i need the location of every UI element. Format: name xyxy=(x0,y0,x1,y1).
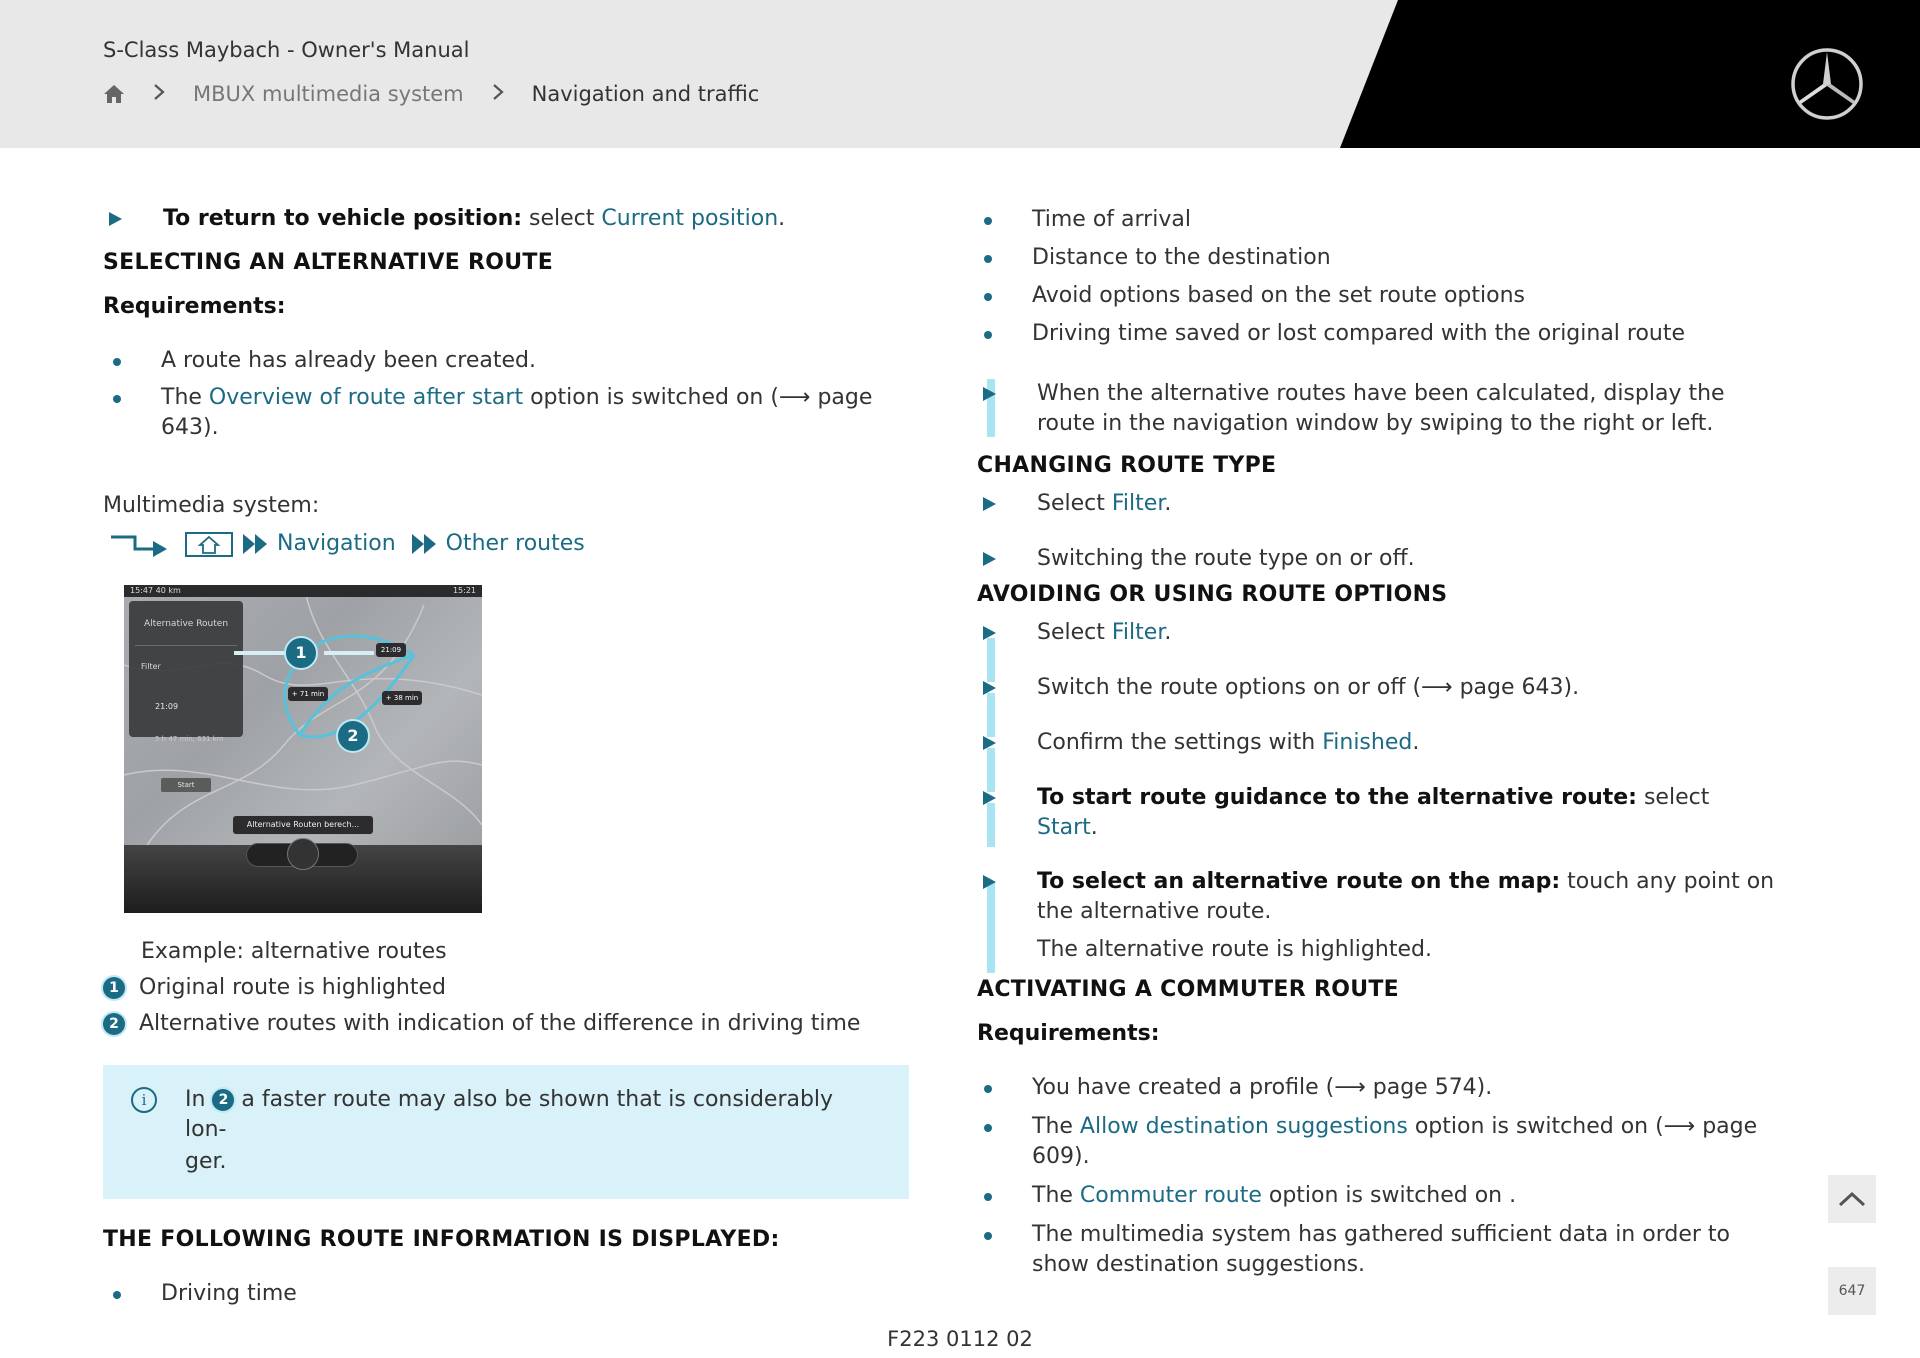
step-select-on-map: To select an alternative route on the map: touch any point on the alternative route. The alternative route is highlighted. xyxy=(977,867,1777,965)
scroll-to-top-button[interactable] xyxy=(1828,1175,1876,1223)
info-icon: i xyxy=(131,1087,157,1113)
list-item: You have created a profile (⟶ page 574). xyxy=(974,1073,1777,1103)
callout-1: 1 xyxy=(284,636,318,670)
start-link[interactable]: Start xyxy=(1037,815,1091,840)
step-swipe: When the alternative routes have been calculated, display the route in the navigation window by swiping to the right or left. xyxy=(977,379,1777,439)
heading-route-options: AVOIDING OR USING ROUTE OPTIONS xyxy=(977,582,1448,607)
multimedia-label: Multimedia system: xyxy=(103,493,320,518)
list-item: Driving time xyxy=(103,1279,909,1309)
filter-link[interactable]: Filter xyxy=(1111,620,1165,645)
calculating-label: Alternative Routen berech... xyxy=(232,815,374,835)
document-code: F223 0112 02 xyxy=(887,1327,1033,1351)
screen-start-button: Start xyxy=(161,778,211,792)
right-column xyxy=(977,200,1777,1280)
filter-link[interactable]: Filter xyxy=(1111,491,1165,516)
list-item: The Overview of route after start option is switched on (⟶ page 643). xyxy=(103,383,909,443)
commuter-route-link[interactable]: Commuter route xyxy=(1079,1183,1262,1208)
heading-route-type: CHANGING ROUTE TYPE xyxy=(977,453,1277,478)
home-button-icon[interactable] xyxy=(185,530,233,558)
list-item: A route has already been created. xyxy=(103,346,909,376)
info-box: i In 2 a faster route may also be shown that is considerably lon- ger. xyxy=(103,1065,909,1199)
left-column xyxy=(103,200,909,1309)
page-header xyxy=(0,0,1920,148)
list-item: Avoid options based on the set route options xyxy=(974,281,1777,311)
heading-commuter-route: ACTIVATING A COMMUTER ROUTE xyxy=(977,977,1399,1002)
allow-destination-suggestions-link[interactable]: Allow destination suggestions xyxy=(1079,1114,1408,1139)
list-item: Distance to the destination xyxy=(974,243,1777,273)
step-switch-options: Switch the route options on or off (⟶ page 643). xyxy=(977,673,1777,703)
screen-status-bar: 15:47 40 km 15:21 xyxy=(124,585,482,597)
finished-link[interactable]: Finished xyxy=(1322,730,1413,755)
alternative-routes-panel: Alternative Routen Filter 21:09 5 h 47 min, 631 km Start xyxy=(129,601,243,737)
menu-path xyxy=(109,529,909,559)
legend-item-2: 2 Alternative routes with indication of the difference in driving time xyxy=(103,1009,909,1039)
step-confirm-finished: Confirm the settings with Finished. xyxy=(977,728,1777,758)
image-caption: Example: alternative routes xyxy=(141,939,447,964)
chevron-right-icon xyxy=(492,82,504,106)
double-chevron-icon xyxy=(412,534,436,554)
double-chevron-icon xyxy=(243,534,267,554)
list-item: The Commuter route option is switched on . xyxy=(974,1181,1777,1211)
requirements-label: Requirements: xyxy=(103,294,286,319)
page-number-button[interactable] xyxy=(1828,1267,1876,1315)
legend-item-1: 1 Original route is highlighted xyxy=(103,973,909,1003)
step-select-filter-2: Select Filter. xyxy=(977,618,1777,648)
step-return-position: To return to vehicle position: select Current position. xyxy=(103,204,909,234)
document-title: S-Class Maybach - Owner's Manual xyxy=(103,38,470,62)
screen-home-icon xyxy=(287,838,319,870)
heading-alternative-route: SELECTING AN ALTERNATIVE ROUTE xyxy=(103,250,554,275)
home-icon[interactable] xyxy=(103,84,125,104)
breadcrumb-current: Navigation and traffic xyxy=(531,82,760,106)
other-routes-menu-link[interactable]: Other routes xyxy=(445,531,585,556)
page-number: 647 xyxy=(1838,1283,1866,1299)
list-item: The multimedia system has gathered sufficient data in order to show destination suggestions. xyxy=(974,1220,1772,1280)
overview-route-link[interactable]: Overview of route after start xyxy=(208,385,524,410)
step-start-guidance: To start route guidance to the alternative route: select Start. xyxy=(977,783,1777,843)
mercedes-star-logo-icon xyxy=(1789,46,1865,122)
requirements-label: Requirements: xyxy=(977,1021,1160,1046)
current-position-link[interactable]: Current position xyxy=(601,206,779,231)
path-arrow-icon xyxy=(109,531,175,557)
list-item: The Allow destination suggestions option is switched on (⟶ page 609). xyxy=(974,1112,1777,1172)
chevron-up-icon xyxy=(1837,1190,1867,1208)
heading-route-info: THE FOLLOWING ROUTE INFORMATION IS DISPLAYED: xyxy=(103,1227,780,1252)
list-item: Time of arrival xyxy=(974,205,1777,235)
callout-2: 2 xyxy=(336,719,370,753)
step-switch-route-type: Switching the route type on or off. xyxy=(977,544,1777,574)
breadcrumb xyxy=(103,82,759,106)
alternative-routes-screenshot: 15:47 40 km 15:21 Alternative Routen Filter 21:09 5 h 47 min, 631 km Start 1 2 21:09 + 71 min + 38 min Alternative Routen berech... xyxy=(124,585,482,913)
navigation-menu-link[interactable]: Navigation xyxy=(277,531,396,556)
step-arrow-icon xyxy=(109,212,122,226)
chevron-right-icon xyxy=(153,82,165,106)
step-select-filter: Select Filter. xyxy=(977,489,1777,519)
breadcrumb-link-mbux[interactable]: MBUX multimedia system xyxy=(193,82,464,106)
list-item: Driving time saved or lost compared with the original route xyxy=(974,319,1777,349)
